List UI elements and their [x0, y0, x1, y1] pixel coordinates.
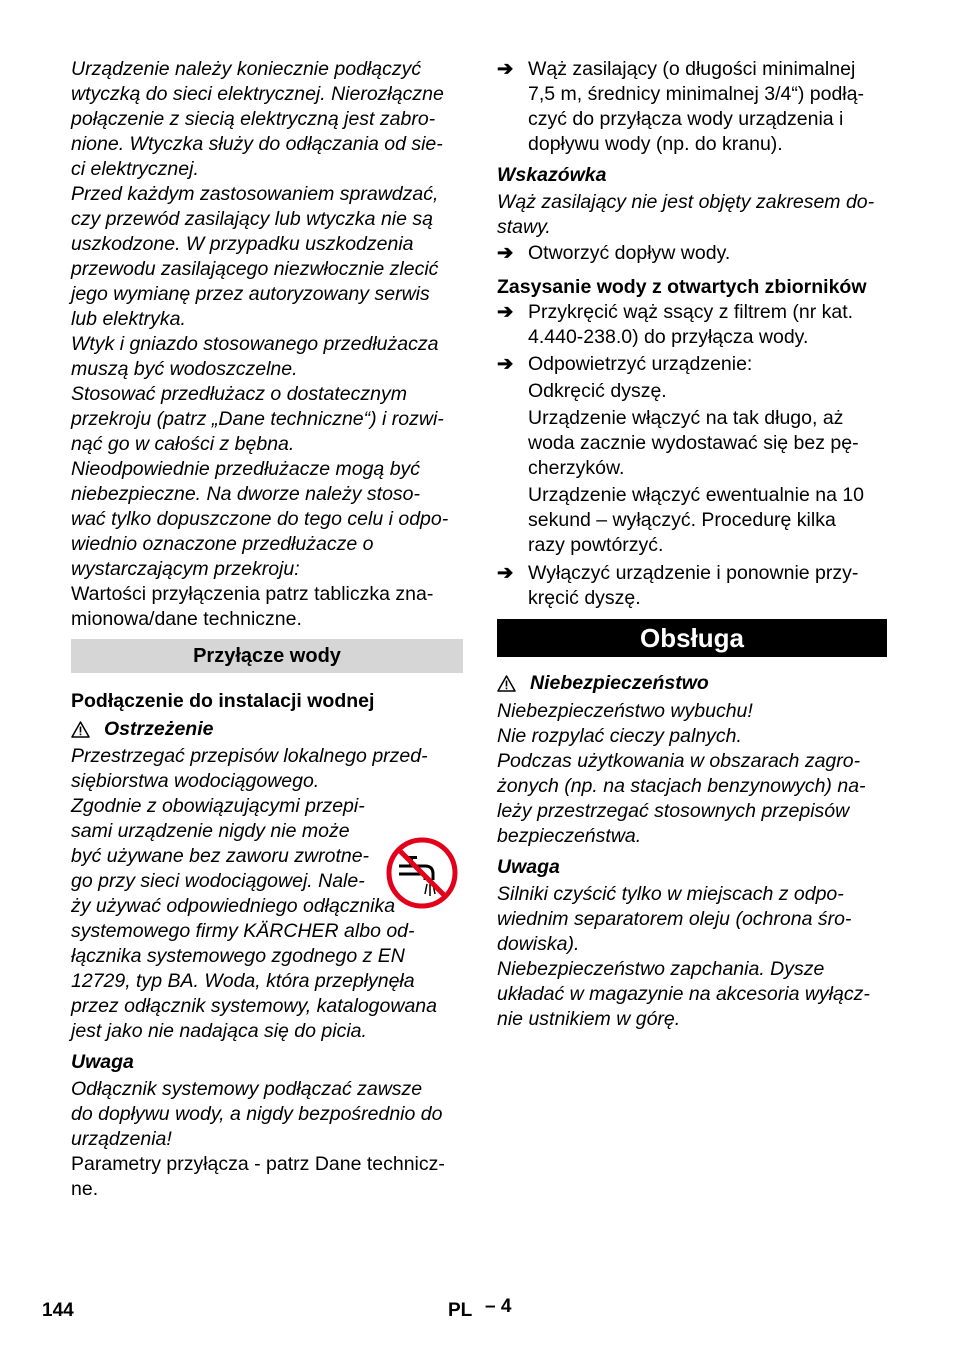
text-line: Wtyk i gniazdo stosowanego przedłużacza — [71, 333, 439, 355]
substep-unscrew-nozzle — [497, 379, 887, 404]
text-line: ci elektrycznej. — [71, 158, 199, 180]
warning-triangle-icon — [71, 721, 90, 738]
text-line: sami urządzenie nigdy nie może — [71, 820, 350, 842]
text-line: Niebezpieczeństwo wybuchu! — [497, 700, 753, 722]
text-line: żonych (np. na stacjach benzynowych) na- — [497, 775, 866, 797]
para-system-separator — [71, 1077, 463, 1152]
para-engine-cleaning — [497, 882, 887, 957]
para-backflow-valve — [71, 794, 463, 1044]
para-connection-parameters — [71, 1152, 463, 1202]
text-line: Przed każdym zastosowaniem sprawdzać, — [71, 183, 439, 205]
text-line: połączenie z siecią elektryczną jest zabro- — [71, 108, 436, 130]
text-line: Parametry przyłącza - patrz Dane technicz- — [71, 1153, 445, 1175]
para-clogging-danger — [497, 957, 887, 1032]
text-line: Urządzenie włączyć na tak długo, aż — [528, 407, 844, 429]
text-line: systemowego firmy KÄRCHER albo od- — [71, 920, 415, 942]
para-hose-not-included — [497, 190, 887, 240]
text-line: dopływu wody (np. do kranu). — [528, 133, 783, 155]
step-open-water — [497, 241, 887, 266]
para-water-company — [71, 744, 463, 794]
text-line: Nie rozpylać cieczy palnych. — [497, 725, 742, 747]
arrow-right-icon: ➔ — [497, 242, 514, 264]
substep-run-until-bubbles — [497, 406, 887, 481]
text-line: łącznika systemowego zgodnego z EN — [71, 945, 405, 967]
step-suction-hose — [497, 300, 887, 350]
text-line: niebezpieczne. Na dworze należy stoso- — [71, 483, 421, 505]
text-line: Przykręcić wąż ssący z filtrem (nr kat. — [528, 301, 854, 323]
text-line: 4.440-238.0) do przyłącza wody. — [528, 326, 809, 348]
text-line: Wąż zasilający (o długości minimalnej — [528, 58, 856, 80]
subheading-water-supply: Podłączenie do instalacji wodnej — [71, 690, 375, 712]
text-line: stawy. — [497, 216, 551, 238]
step-vent-device — [497, 352, 887, 377]
hint-heading: Wskazówka — [497, 164, 607, 186]
text-line: Niebezpieczeństwo zapchania. Dysze — [497, 958, 825, 980]
text-line: go przy sieci wodociągowej. Nale- — [71, 870, 365, 892]
no-drinking-water-sign-icon — [385, 836, 459, 910]
para-waterproof — [71, 332, 463, 382]
text-line: Zgodnie z obowiązującymi przepi- — [71, 795, 365, 817]
warning-heading — [71, 717, 463, 742]
text-line: kręcić dyszę. — [528, 587, 641, 609]
text-line: do dopływu wody, a nigdy bezpośrednio do — [71, 1103, 443, 1125]
subheading-open-tanks: Zasysanie wody z otwartych zbiorników — [497, 276, 867, 298]
text-line: Nieodpowiednie przedłużacze mogą być — [71, 458, 421, 480]
text-line: wiednio oznaczone przedłużacze o — [71, 533, 374, 555]
text-line: cherzyków. — [528, 457, 625, 479]
text-line: dowiska). — [497, 933, 580, 955]
para-explosion-danger — [497, 699, 887, 849]
text-line: sekund – wyłączyć. Procedurę kilka — [528, 509, 836, 531]
para-connection-values — [71, 582, 463, 632]
text-line: jest jako nie nadająca się do picia. — [71, 1020, 367, 1042]
section-heading-operation: Obsługa — [497, 619, 887, 657]
note-heading: Uwaga — [71, 1051, 134, 1073]
text-line: Podczas użytkowania w obszarach zagro- — [497, 750, 861, 772]
right-column — [497, 57, 887, 1032]
text-line: jego wymianę przez autoryzowany serwis — [71, 283, 430, 305]
text-line: lub elektryka. — [71, 308, 186, 330]
text-line: 12729, typ BA. Woda, która przepłynęła — [71, 970, 415, 992]
page-number: 144 — [42, 1300, 74, 1321]
text-line: czyć do przyłącza wody urządzenia i — [528, 108, 844, 130]
text-line: Urządzenie należy koniecznie podłączyć — [71, 58, 422, 80]
danger-heading — [497, 671, 887, 696]
text-line: nione. Wtyczka służy do odłączania od sie- — [71, 133, 443, 155]
text-line: Wartości przyłączenia patrz tabliczka zna- — [71, 583, 434, 605]
danger-label: Niebezpieczeństwo — [530, 672, 709, 694]
text-line: uszkodzone. W przypadku uszkodzenia — [71, 233, 414, 255]
text-line: wystarczającym przekroju: — [71, 558, 300, 580]
text-line: Przestrzegać przepisów lokalnego przed- — [71, 745, 428, 767]
para-extension-cross-section — [71, 382, 463, 457]
text-line: Odpowietrzyć urządzenie: — [528, 353, 753, 375]
text-line: przekroju (patrz „Dane techniczne“) i rozwi- — [71, 408, 444, 430]
text-line: Wyłączyć urządzenie i ponownie przy- — [528, 562, 859, 584]
text-line: układać w magazynie na akcesoria wyłącz- — [497, 983, 870, 1005]
text-line: Odłącznik systemowy podłączać zawsze — [71, 1078, 423, 1100]
text-line: wiednim separatorem oleju (ochrona śro- — [497, 908, 852, 930]
arrow-right-icon: ➔ — [497, 58, 514, 80]
text-line: być używane bez zaworu zwrotne- — [71, 845, 370, 867]
para-check-cable — [71, 182, 463, 332]
text-line: muszą być wodoszczelne. — [71, 358, 298, 380]
text-line: czy przewód zasilający lub wtyczka nie są — [71, 208, 433, 230]
text-line: wać tylko dopuszczone do tego celu i odpo- — [71, 508, 449, 530]
para-plug-connection — [71, 57, 463, 182]
text-line: ne. — [71, 1178, 99, 1200]
text-line: ży używać odpowiedniego odłącznika — [71, 895, 396, 917]
text-line: Urządzenie włączyć ewentualnie na 10 — [528, 484, 865, 506]
text-line: 7,5 m, średnicy minimalnej 3/4“) podłą- — [528, 83, 864, 105]
text-line: bezpieczeństwa. — [497, 825, 642, 847]
text-line: woda zacznie wydostawać się bez pę- — [528, 432, 859, 454]
text-line: przez odłącznik systemowy, katalogowana — [71, 995, 437, 1017]
note-heading: Uwaga — [497, 856, 560, 878]
text-line: wtyczką do sieci elektrycznej. Nierozłączne — [71, 83, 444, 105]
arrow-right-icon: ➔ — [497, 301, 514, 323]
text-line: Wąż zasilający nie jest objęty zakresem do- — [497, 191, 875, 213]
step-connect-hose — [497, 57, 887, 157]
warning-label: Ostrzeżenie — [104, 718, 214, 740]
text-line: Odkręcić dyszę. — [528, 380, 667, 402]
text-line: nie ustnikiem w górę. — [497, 1008, 681, 1030]
warning-triangle-icon — [497, 675, 516, 692]
text-line: leży przestrzegać stosownych przepisów — [497, 800, 850, 822]
arrow-right-icon: ➔ — [497, 353, 514, 375]
text-line: przewodu zasilającego niezwłocznie zlecić — [71, 258, 439, 280]
arrow-right-icon: ➔ — [497, 562, 514, 584]
step-switch-off — [497, 561, 887, 611]
left-column — [71, 57, 463, 1202]
text-line: mionowa/dane techniczne. — [71, 608, 302, 630]
language-code: PL — [448, 1300, 473, 1321]
text-line: urządzenia! — [71, 1128, 172, 1150]
text-line: Otworzyć dopływ wody. — [528, 242, 731, 264]
text-line: razy powtórzyć. — [528, 534, 664, 556]
substep-repeat — [497, 483, 887, 558]
text-line: Silniki czyścić tylko w miejscach z odpo- — [497, 883, 844, 905]
para-unsuitable-extensions — [71, 457, 463, 582]
text-line: siębiorstwa wodociągowego. — [71, 770, 320, 792]
text-line: nąć go w całości z bębna. — [71, 433, 295, 455]
section-page-index: – 4 — [485, 1296, 512, 1317]
text-line: Stosować przedłużacz o dostatecznym — [71, 383, 407, 405]
section-heading-water-connection: Przyłącze wody — [71, 639, 463, 673]
